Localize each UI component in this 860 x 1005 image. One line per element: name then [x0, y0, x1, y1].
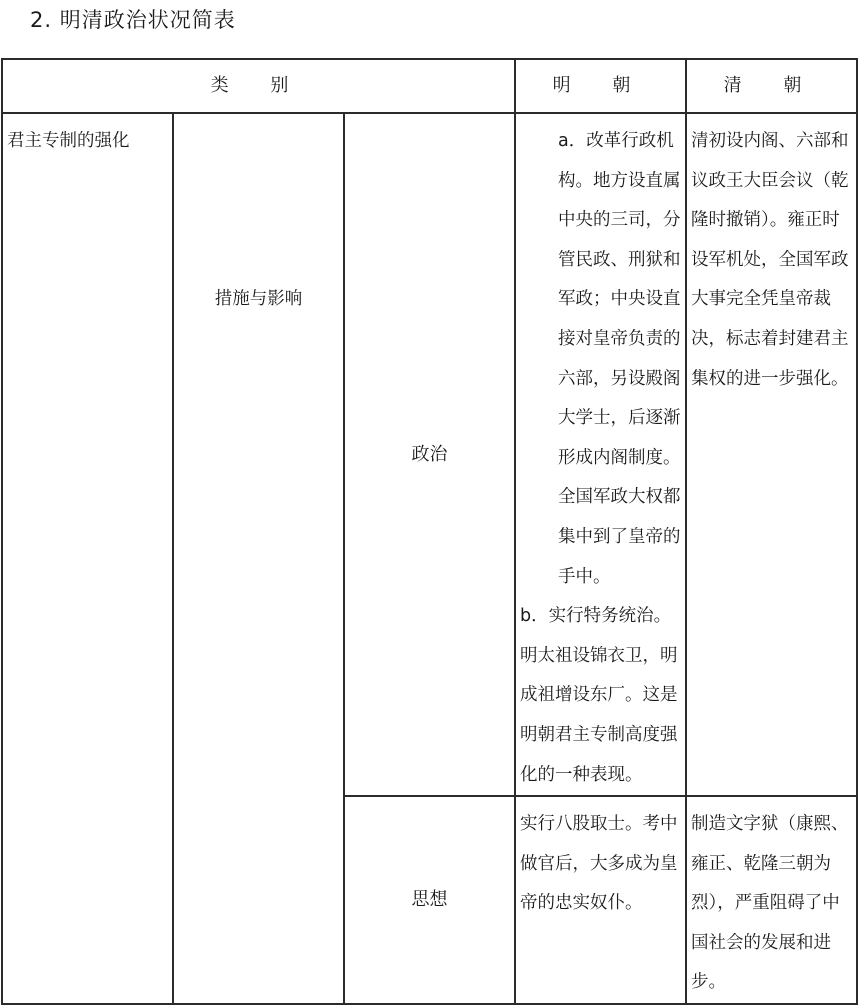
thought-label: 思想	[344, 796, 515, 1004]
politics-ming-a: a．改革行政机构。地方设直属中央的三司，分管民政、刑狱和军政；中央设直接对皇帝负责的六部，另设殿阁大学士，后逐渐形成内阁制度。全国军政大权都集中到了皇帝的手中。	[558, 131, 681, 587]
thought-qing-cell: 制造文字狱（康熙、雍正、乾隆三朝为烈），严重阻碍了中国社会的发展和进步。	[686, 796, 857, 1004]
sub-label-measures	[173, 113, 344, 1004]
table-title: 2. 明清政治状况简表	[30, 8, 236, 32]
header-qing: 清 朝	[686, 59, 857, 113]
politics-ming-cell	[515, 113, 686, 796]
politics-qing-cell: 清初设内阁、六部和议政王大臣会议（乾隆时撤销）。雍正时设军机处，全国军政大事完全凭皇帝裁决，标志着封建君主集权的进一步强化。	[686, 113, 857, 796]
row-label-monarchy: 君主专制的强化	[2, 113, 173, 1004]
header-row	[2, 59, 857, 113]
header-ming: 明 朝	[515, 59, 686, 113]
politics-row	[2, 113, 857, 796]
politics-label: 政治	[344, 113, 515, 796]
thought-ming-cell: 实行八股取士。考中做官后，大多成为皇帝的忠实奴仆。	[515, 796, 686, 1004]
ming-qing-politics-table	[1, 58, 858, 1005]
politics-ming-b: b．实行特务统治。明太祖设锦衣卫，明成祖增设东厂。这是明朝君主专制高度强化的一种表现。	[520, 606, 678, 785]
header-category: 类 别	[2, 59, 515, 113]
sub-label-text: 措施与影响	[214, 289, 303, 309]
